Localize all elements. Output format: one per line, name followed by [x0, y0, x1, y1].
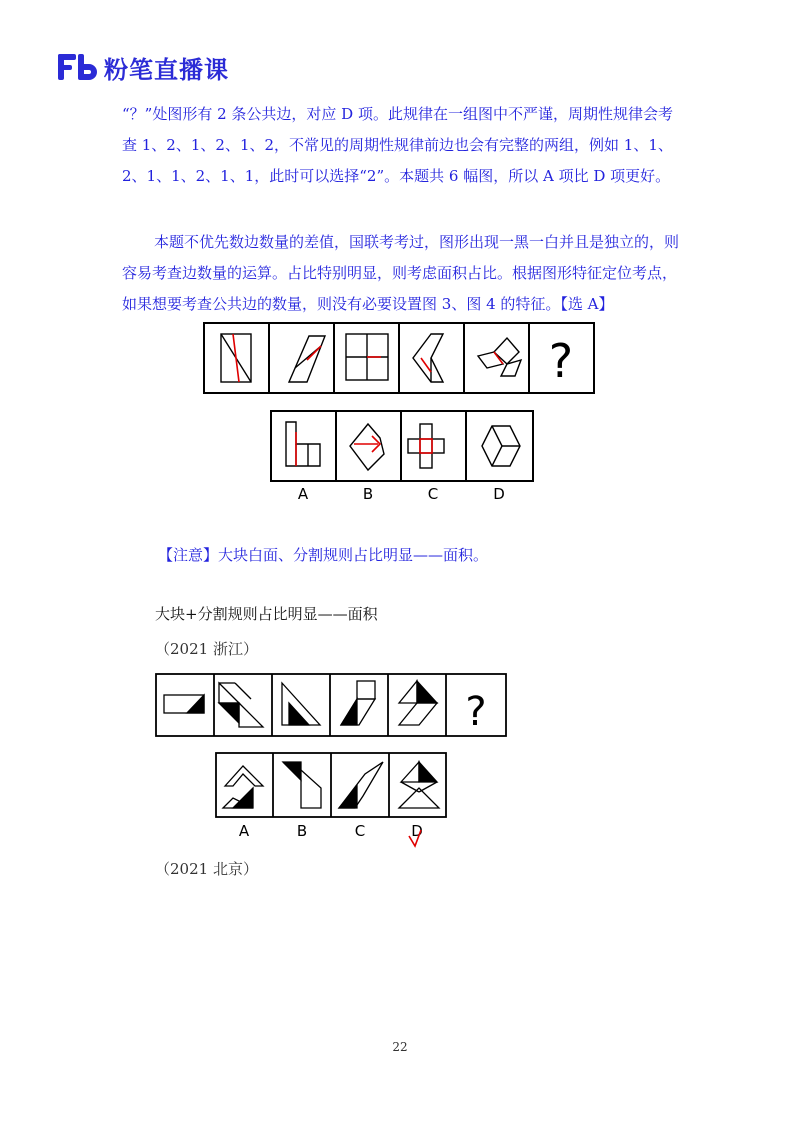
- figure-2-option-a-label: A: [238, 822, 250, 840]
- figure-1-options-row: [270, 410, 534, 506]
- section-title: 大块+分割规则占比明显——面积: [155, 605, 378, 623]
- figure-1-option-c-label: C: [427, 485, 439, 503]
- header: [58, 50, 229, 84]
- figure-1-question-row: [203, 322, 595, 394]
- note-text: 【注意】大块白面、分割规则占比明显——面积。: [158, 546, 489, 564]
- paragraph-explanation: “？”处图形有 2 条公共边，对应 D 项。此规律在一组图中不严谨，周期性规律会考查 1、2、1、2、1、2，不常见的周期性规律前边也会有完整的两组，例如 1、1、2、1、1、2、1、1，此时可以选择“2”。本题共 6 幅图，所以 A 项比 D 项更好。: [122, 105, 673, 185]
- source-beijing: （2021 北京）: [155, 860, 258, 878]
- figure-1-option-a-label: A: [297, 485, 309, 503]
- figure-2-option-b-label: B: [296, 822, 308, 840]
- figure-2-question-row: [155, 673, 507, 737]
- figure-1-option-b-label: B: [362, 485, 374, 503]
- figure-2-options-row: [215, 752, 447, 848]
- page-number: 22: [392, 1040, 408, 1054]
- figure-2-question-mark: ?: [465, 689, 487, 735]
- paragraph-analysis: 本题不优先数边数量的差值，国联考考过，图形出现一黑一白并且是独立的，则容易考查边数量的运算。占比特别明显，则考虑面积占比。根据图形特征定位考点，如果想要考查公共边的数量，则没有必要设置图 3、图 4 的特征。【选 A】: [122, 233, 680, 313]
- figure-1-question-mark: ?: [548, 334, 574, 388]
- figure-2-option-d-label: D: [411, 822, 423, 840]
- source-zhejiang: （2021 浙江）: [155, 640, 258, 658]
- fenbi-logo-icon: [58, 52, 98, 82]
- figure-2-option-c-label: C: [354, 822, 366, 840]
- figure-1-option-d-label: D: [493, 485, 505, 503]
- brand-title: 粉笔直播课: [104, 55, 229, 84]
